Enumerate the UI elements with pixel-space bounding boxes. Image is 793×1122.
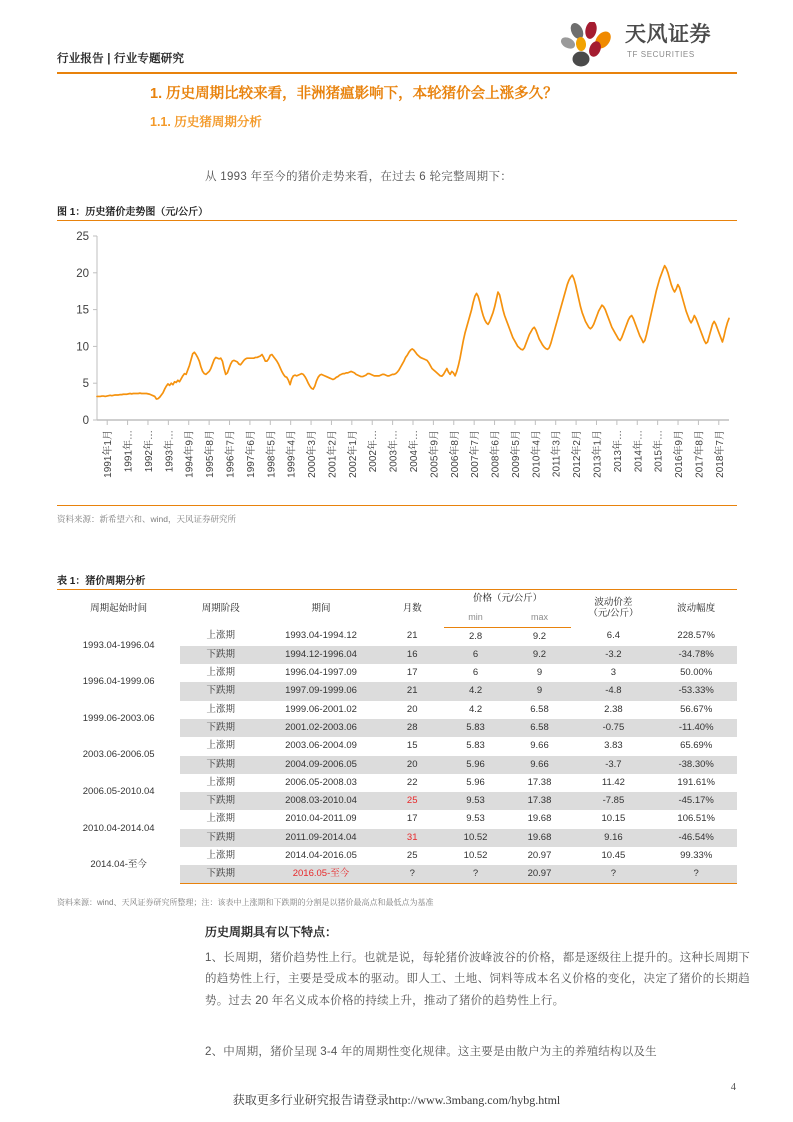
cell-price-max: 6.58 xyxy=(508,719,572,737)
cell-period: 1993.04-1994.12 xyxy=(285,630,357,642)
x-axis-tick-label: 2000年3月 xyxy=(307,430,319,478)
cell-change-value: -0.75 xyxy=(571,719,655,737)
cell-months: 28 xyxy=(381,719,444,737)
cell-price-min: 4.2 xyxy=(468,703,483,715)
x-axis-tick-label: 2003年… xyxy=(388,430,400,473)
cell-months: 20 xyxy=(406,703,418,715)
cell-price-max: 9.2 xyxy=(532,630,547,642)
cell-months: 31 xyxy=(381,829,444,847)
features-heading: 历史周期具有以下特点： xyxy=(205,925,338,939)
th-change-value xyxy=(571,590,655,628)
x-axis-tick-label: 2015年… xyxy=(653,430,665,473)
x-axis-tick-label: 2008年6月 xyxy=(490,430,502,478)
table-source: 资料来源：wind、天风证券研究所整理；注：该表中上涨期和下跌期的分割是以猪价最高点和最低点为基准 xyxy=(57,898,434,907)
x-axis-tick-label: 1996年7月 xyxy=(225,430,237,478)
figure-source: 资料来源：新希望六和、wind，天风证券研究所 xyxy=(57,514,236,524)
cell-months: 20 xyxy=(381,756,444,774)
page-header xyxy=(57,23,737,74)
x-axis-tick-label: 2009年5月 xyxy=(510,430,522,478)
th-price-min: min xyxy=(444,609,508,628)
cell-cycle-start: 2010.04-2014.04 xyxy=(82,822,155,834)
table-header-row xyxy=(57,590,737,609)
x-axis-tick-label: 2014年… xyxy=(633,430,645,473)
cell-months: 25 xyxy=(406,849,418,861)
cell-change-value: 6.4 xyxy=(606,630,621,642)
cell-price-min: 10.52 xyxy=(463,849,488,861)
cell-change-value: 3.83 xyxy=(604,740,623,752)
table-row xyxy=(57,628,737,646)
th-months: 月数 xyxy=(381,590,444,628)
cell-change-value: 3 xyxy=(610,667,617,679)
section-heading-1-1: 1.1. 历史猪周期分析 xyxy=(150,115,262,129)
cell-change-value: 2.38 xyxy=(604,703,623,715)
cell-price-max: 17.38 xyxy=(527,776,552,788)
price-line-series xyxy=(97,266,729,399)
cell-change-value: -4.8 xyxy=(571,682,655,700)
cell-cycle-start: 1996.04-1999.06 xyxy=(82,676,155,688)
pig-cycle-table xyxy=(57,589,737,884)
cell-phase: 上涨期 xyxy=(206,813,235,825)
cell-months: 22 xyxy=(406,776,418,788)
cell-price-max: 20.97 xyxy=(508,865,572,883)
x-axis-tick-label: 2012年2月 xyxy=(572,430,584,478)
company-logo xyxy=(547,22,737,70)
logo-subtext: TF SECURITIES xyxy=(627,50,695,59)
cell-price-max: 17.38 xyxy=(508,792,572,810)
cell-phase: 下跌期 xyxy=(180,865,261,883)
cell-phase: 上涨期 xyxy=(206,740,235,752)
cell-change-pct: 65.69% xyxy=(680,740,713,752)
x-axis-tick-label: 2011年3月 xyxy=(551,430,563,478)
cell-price-max: 20.97 xyxy=(527,849,552,861)
cell-months: ? xyxy=(381,865,444,883)
cell-months: 16 xyxy=(381,646,444,664)
cell-price-min: 2.8 xyxy=(468,630,483,642)
cell-phase: 上涨期 xyxy=(206,630,235,642)
cell-price-min: 5.83 xyxy=(466,740,485,752)
x-axis-tick-label: 2013年… xyxy=(612,430,624,473)
cell-price-max: 19.68 xyxy=(527,813,552,825)
cell-price-min: 5.96 xyxy=(466,776,485,788)
cell-price-max: 9.66 xyxy=(530,740,549,752)
cell-cycle-start: 1999.06-2003.06 xyxy=(82,712,155,724)
cell-months: 21 xyxy=(406,630,418,642)
cell-months: 15 xyxy=(406,740,418,752)
y-axis-tick-label: 20 xyxy=(76,267,89,280)
cell-phase: 下跌期 xyxy=(180,829,261,847)
cell-change-pct: 106.51% xyxy=(677,813,715,825)
figure-bottom-divider xyxy=(57,505,737,506)
y-axis-tick-label: 10 xyxy=(76,341,89,354)
th-price-group: 价格（元/公斤） xyxy=(444,590,572,609)
cell-change-pct: ? xyxy=(655,865,737,883)
cell-price-max: 9 xyxy=(508,682,572,700)
cell-phase: 上涨期 xyxy=(206,849,235,861)
table-head xyxy=(57,590,737,628)
footer-note: 获取更多行业研究报告请登录http://www.3mbang.com/hybg.html xyxy=(232,1093,561,1107)
cell-change-value: 9.16 xyxy=(571,829,655,847)
cell-period: 2001.02-2003.06 xyxy=(261,719,381,737)
cell-change-value: -7.85 xyxy=(571,792,655,810)
table-caption: 表 1：猪价周期分析 xyxy=(57,576,146,587)
cell-phase: 上涨期 xyxy=(206,667,235,679)
x-axis-tick-label: 2005年9月 xyxy=(429,430,441,478)
x-axis-tick-label: 1995年8月 xyxy=(205,430,217,478)
cell-change-pct: -53.33% xyxy=(655,682,737,700)
cell-change-pct: 50.00% xyxy=(680,667,713,679)
chart-svg xyxy=(57,228,737,503)
y-axis-tick-label: 15 xyxy=(76,304,89,317)
x-axis-tick-label: 2001年2月 xyxy=(327,430,339,478)
table-row xyxy=(57,737,737,755)
cell-period: 2016.05-至今 xyxy=(261,865,381,883)
x-axis-tick-label: 1991年… xyxy=(123,430,135,473)
cell-period: 2003.06-2004.09 xyxy=(285,740,357,752)
figure-caption: 图 1：历史猪价走势图（元/公斤） xyxy=(57,207,209,218)
th-change-pct: 波动幅度 xyxy=(655,590,737,628)
x-axis-tick-label: 2017年8月 xyxy=(694,430,706,478)
cell-period: 2011.09-2014.04 xyxy=(261,829,381,847)
cell-period: 1994.12-1996.04 xyxy=(261,646,381,664)
page-number: 4 xyxy=(730,1082,736,1093)
features-paragraph-2: 2、中周期，猪价呈现 3-4 年的周期性变化规律。这主要是由散户为主的养殖结构以及生 xyxy=(205,1046,657,1058)
x-axis-tick-label: 2018年7月 xyxy=(714,430,726,478)
cell-price-min: 9.53 xyxy=(466,813,485,825)
cell-months: 17 xyxy=(406,667,418,679)
cell-phase: 下跌期 xyxy=(180,719,261,737)
x-axis-tick-label: 1993年… xyxy=(164,430,176,473)
cell-phase: 上涨期 xyxy=(206,703,235,715)
cell-price-min: 10.52 xyxy=(444,829,508,847)
cell-phase: 下跌期 xyxy=(180,792,261,810)
cell-cycle-start: 2014.04-至今 xyxy=(90,859,147,871)
cell-price-min: 5.83 xyxy=(444,719,508,737)
x-axis-tick-label: 1999年4月 xyxy=(286,430,298,478)
cell-change-value: 10.15 xyxy=(601,813,626,825)
cell-change-pct: -38.30% xyxy=(655,756,737,774)
cell-change-pct: 56.67% xyxy=(680,703,713,715)
cell-phase: 下跌期 xyxy=(180,756,261,774)
cell-months: 17 xyxy=(406,813,418,825)
x-axis-tick-label: 2002年1月 xyxy=(347,430,359,478)
cell-period: 1999.06-2001.02 xyxy=(285,703,357,715)
x-axis-tick-label: 2004年… xyxy=(409,430,420,473)
cell-period: 1996.04-1997.09 xyxy=(285,667,357,679)
x-axis-tick-label: 1992年… xyxy=(143,430,155,473)
th-price-max: max xyxy=(508,609,572,628)
x-axis-tick-label: 1994年9月 xyxy=(184,430,196,478)
logo-text: 天风证券 xyxy=(625,23,711,46)
x-axis-tick-label: 2006年8月 xyxy=(449,430,461,478)
cell-change-pct: 99.33% xyxy=(680,849,713,861)
y-axis-tick-label: 0 xyxy=(82,415,89,427)
figure-top-divider xyxy=(57,220,737,221)
cell-change-pct: -45.17% xyxy=(655,792,737,810)
cell-price-max: 9 xyxy=(536,667,543,679)
cell-change-pct: -46.54% xyxy=(655,829,737,847)
cell-period: 2004.09-2006.05 xyxy=(261,756,381,774)
pig-cycle-table-wrap xyxy=(57,589,737,884)
logo-flower-icon xyxy=(557,22,619,68)
x-axis-tick-label: 2002年… xyxy=(368,430,380,473)
cell-period: 2008.03-2010.04 xyxy=(261,792,381,810)
th-change-value-line1: 波动价差 xyxy=(594,597,633,609)
cell-change-value: ? xyxy=(571,865,655,883)
th-period: 期间 xyxy=(261,590,381,628)
pig-price-chart xyxy=(57,228,737,503)
cell-change-value: -3.2 xyxy=(571,646,655,664)
x-axis-tick-label: 2007年7月 xyxy=(470,430,482,478)
table-row xyxy=(57,810,737,828)
cell-phase: 下跌期 xyxy=(180,646,261,664)
cell-price-min: 9.53 xyxy=(444,792,508,810)
cell-change-value: 10.45 xyxy=(601,849,626,861)
features-paragraph-1: 1、长周期，猪价趋势性上行。也就是说，每轮猪价波峰波谷的价格，都是逐级往上提升的。这种长周期下的趋势性上行，主要是受成本的驱动。即人工、土地、饲料等成本名义价格的变化，决定了猪价的长期趋势。过去 20 年名义成本价格的持续上升，推动了猪价的趋势性上行。 xyxy=(205,952,750,1007)
cell-change-value: -3.7 xyxy=(571,756,655,774)
cell-period: 2014.04-2016.05 xyxy=(285,849,357,861)
cell-price-max: 9.2 xyxy=(508,646,572,664)
cell-change-pct: 228.57% xyxy=(677,630,715,642)
cell-period: 2006.05-2008.03 xyxy=(285,776,357,788)
table-row xyxy=(57,701,737,719)
x-axis-tick-label: 2010年4月 xyxy=(531,430,543,478)
cell-cycle-start: 1993.04-1996.04 xyxy=(82,639,155,651)
y-axis-tick-label: 25 xyxy=(76,231,89,243)
table-body xyxy=(57,628,737,884)
header-title: 行业报告 | 行业专题研究 xyxy=(57,53,185,65)
th-cycle-start: 周期起始时间 xyxy=(57,590,180,628)
intro-paragraph: 从 1993 年至今的猪价走势来看，在过去 6 轮完整周期下： xyxy=(205,171,513,183)
x-axis-tick-label: 2013年1月 xyxy=(592,430,604,478)
cell-phase: 下跌期 xyxy=(180,682,261,700)
table-row xyxy=(57,847,737,865)
cell-price-min: 6 xyxy=(444,646,508,664)
x-axis-tick-label: 1991年1月 xyxy=(103,430,115,478)
cell-period: 2010.04-2011.09 xyxy=(285,813,357,825)
cell-phase: 上涨期 xyxy=(206,776,235,788)
cell-price-min: ? xyxy=(444,865,508,883)
table-row xyxy=(57,664,737,682)
cell-cycle-start: 2006.05-2010.04 xyxy=(82,785,155,797)
cell-price-max: 9.66 xyxy=(508,756,572,774)
cell-price-max: 6.58 xyxy=(530,703,549,715)
table-row xyxy=(57,774,737,792)
cell-months: 21 xyxy=(381,682,444,700)
x-axis-tick-label: 1997年6月 xyxy=(245,430,257,478)
cell-change-value: 11.42 xyxy=(601,776,625,788)
y-axis-tick-label: 5 xyxy=(82,378,89,391)
cell-change-pct: 191.61% xyxy=(677,776,715,788)
th-phase: 周期阶段 xyxy=(180,590,261,628)
cell-cycle-start: 2003.06-2006.05 xyxy=(82,749,155,761)
x-axis-tick-label: 2016年9月 xyxy=(674,430,686,478)
x-axis-tick-label: 1998年5月 xyxy=(266,430,278,478)
cell-months: 25 xyxy=(381,792,444,810)
cell-change-pct: -11.40% xyxy=(655,719,737,737)
cell-period: 1997.09-1999.06 xyxy=(261,682,381,700)
cell-price-min: 6 xyxy=(472,667,479,679)
header-divider xyxy=(57,72,737,74)
cell-change-pct: -34.78% xyxy=(655,646,737,664)
cell-price-min: 5.96 xyxy=(444,756,508,774)
section-heading-1: 1. 历史周期比较来看，非洲猪瘟影响下，本轮猪价会上涨多久？ xyxy=(150,86,558,102)
cell-price-min: 4.2 xyxy=(444,682,508,700)
cell-price-max: 19.68 xyxy=(508,829,572,847)
th-change-value-line2: （元/公斤） xyxy=(588,607,639,619)
